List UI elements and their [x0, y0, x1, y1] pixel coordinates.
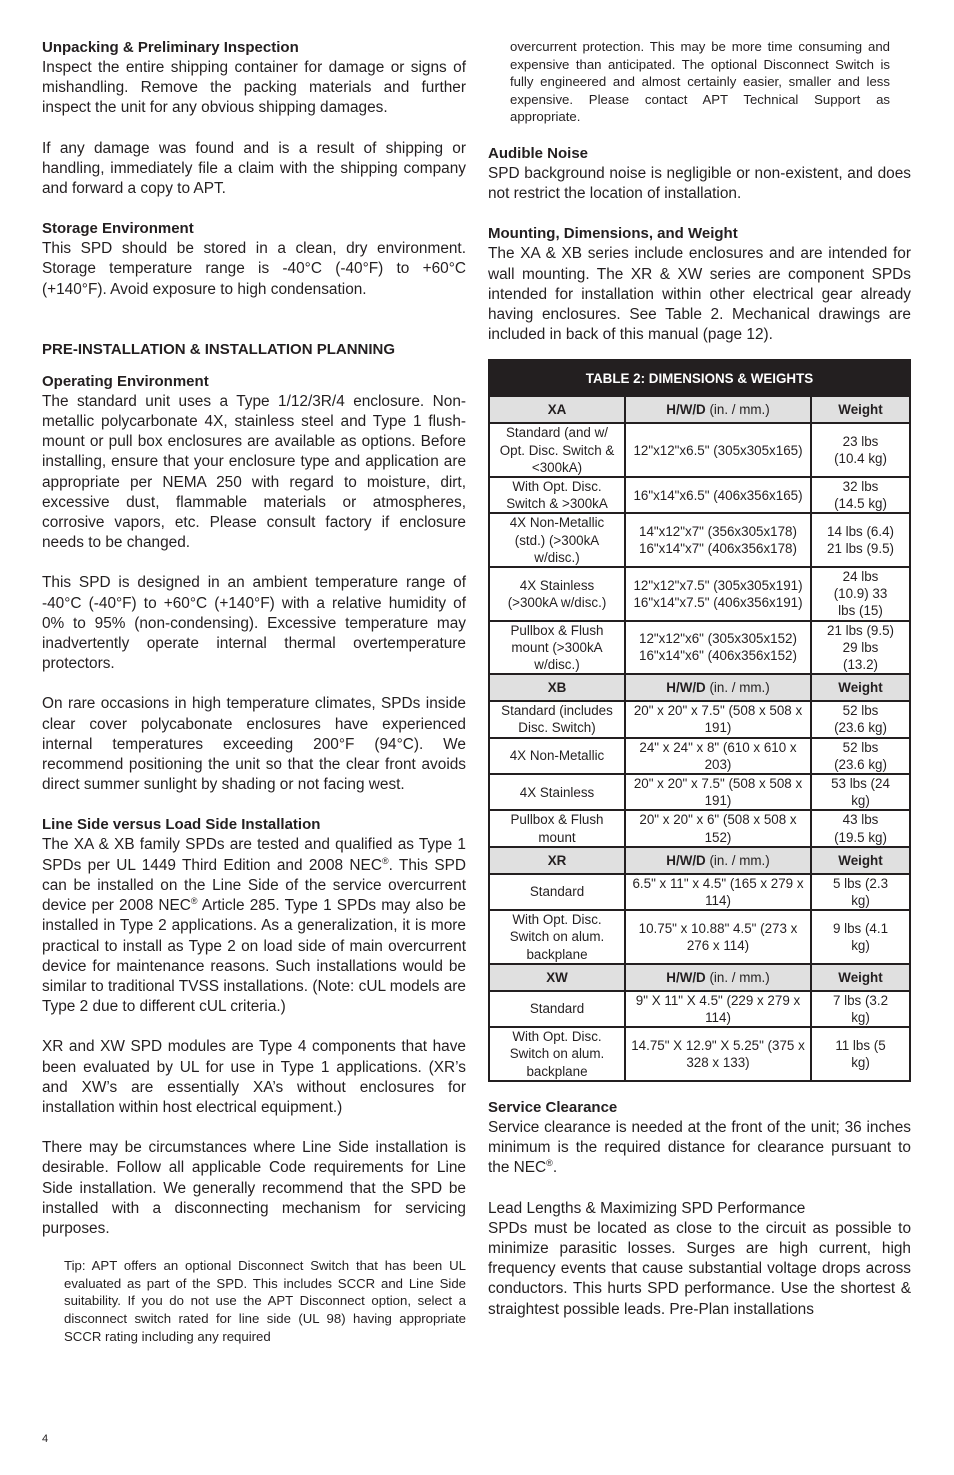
weight-cell: 23 lbs (10.4 kg) — [811, 423, 910, 477]
dimension-cell: 16"x14"x6.5" (406x356x165) — [625, 477, 811, 513]
clearance-heading: Service Clearance — [488, 1098, 618, 1116]
registered-mark: ® — [381, 855, 389, 866]
lead-heading: Lead Lengths & Maximizing SPD Performance — [488, 1199, 806, 1217]
unpacking-heading: Unpacking & Preliminary Inspection — [42, 39, 299, 56]
dimension-cell: 12"x12"x6.5" (305x305x165) — [625, 423, 811, 477]
section-title: PRE-INSTALLATION & INSTALLATION PLANNING — [42, 340, 396, 358]
weight-cell: 14 lbs (6.4) 21 lbs (9.5) — [811, 513, 910, 567]
table-row — [489, 774, 910, 810]
storage-heading: Storage Environment — [42, 220, 194, 238]
group-name: XB — [489, 674, 625, 701]
mounting-paragraph: The XA & XB series include enclosures and are intended for wall mounting. The XR & XW series are component SPDs intended for installation within other electrical gear already having enclosures. See Table 2. Mechanical drawings are included in back of this manual (page 12). — [488, 245, 911, 344]
enclosure-type-cell: 4X Stainless (>300kA w/disc.) — [489, 567, 625, 621]
dimension-cell: 20" x 20" x 7.5" (508 x 508 x 191) — [625, 774, 811, 810]
table-row — [489, 423, 910, 477]
weight-cell: 11 lbs (5 kg) — [811, 1027, 910, 1081]
dimension-column-header: H/W/D (in. / mm.) — [625, 674, 811, 701]
clearance-paragraph: Service clearance is needed at the front of the unit; 36 inches minimum is the required distance for clearance pursuant to the NEC®. — [488, 1118, 911, 1177]
enclosure-type-cell: With Opt. Disc. Switch on alum. backplane — [489, 1027, 625, 1081]
dimension-cell: 14"x12"x7" (356x305x178) 16"x14"x7" (406x356x178) — [625, 513, 811, 567]
dimension-cell: 6.5" x 11" x 4.5" (165 x 279 x 114) — [625, 874, 811, 910]
table-title: TABLE 2: DIMENSIONS & WEIGHTS — [489, 360, 910, 396]
table-row — [489, 910, 910, 964]
enclosure-type-cell: 4X Non-Metallic (std.) (>300kA w/disc.) — [489, 513, 625, 567]
weight-column-header: Weight — [811, 847, 910, 874]
table-row — [489, 513, 910, 567]
table-row — [489, 991, 910, 1027]
table-title-row — [489, 360, 910, 396]
noise-heading: Audible Noise — [488, 144, 589, 162]
group-name: XA — [489, 396, 625, 423]
table-row — [489, 874, 910, 910]
table-row — [489, 567, 910, 621]
enclosure-type-cell: Standard — [489, 874, 625, 910]
dimension-column-header: H/W/D (in. / mm.) — [625, 396, 811, 423]
unpacking-paragraph-1: Inspect the entire shipping container for damage or signs of mishandling. Remove the packing materials and further inspect the unit for any obvious shipping damages. — [42, 59, 466, 117]
operating-paragraph-3: On rare occasions in high temperature climates, SPDs inside clear cover polycabonate enclosures have experienced internal temperatures exceeding 200°F (94°C). We recommend positioning the unit so that the clear front avoids direct summer sunlight by shading or not facing west. — [42, 695, 466, 794]
unpacking-paragraph-2: If any damage was found and is a result of shipping or handling, immediately file a claim with the shipping company and forward a copy to APT. — [42, 139, 466, 198]
table-row — [489, 621, 910, 675]
weight-cell: 53 lbs (24 kg) — [811, 774, 910, 810]
dimension-cell: 10.75" x 10.88" 4.5" (273 x 276 x 114) — [625, 910, 811, 964]
mounting-heading: Mounting, Dimensions, and Weight — [488, 225, 738, 243]
enclosure-type-cell: With Opt. Disc. Switch on alum. backplane — [489, 910, 625, 964]
page-number: 4 — [42, 1433, 49, 1445]
table-row — [489, 477, 910, 513]
table-group-header — [489, 396, 910, 423]
storage-paragraph: This SPD should be stored in a clean, dry environment. Storage temperature range is -40°C (-40°F) to +60°C (+140°F). Avoid exposure to high condensation. — [42, 240, 466, 298]
weight-cell: 9 lbs (4.1 kg) — [811, 910, 910, 964]
dimension-cell: 20" x 20" x 7.5" (508 x 508 x 191) — [625, 701, 811, 737]
table-row — [489, 738, 910, 774]
lineside-paragraph-2: XR and XW SPD modules are Type 4 components that have been evaluated by UL for use in Type 1 applications. (XR’s and XW’s are essentially XA’s without enclosures for installation within host electrical equipment.) — [42, 1038, 466, 1116]
dimension-cell: 20" x 20" x 6" (508 x 508 x 152) — [625, 810, 811, 846]
weight-column-header: Weight — [811, 396, 910, 423]
table-row — [489, 1027, 910, 1081]
dimensions-table — [488, 359, 911, 1082]
left-column — [42, 38, 466, 1345]
table-row — [489, 810, 910, 846]
operating-paragraph-1: The standard unit uses a Type 1/12/3R/4 enclosure. Non-metallic polycarbonate 4X, stainless steel and Type 1 flush-mount or pull box enclosures are available as options. Before installing, ensure that your enclosure type and application are appropriate per NEMA 250 with regard to moisture, dirt, excessive dust, flammable materials or atmospheres, corrosive vapors, etc. Please consult factory if enclosure needs to be changed. — [42, 392, 466, 552]
dimension-cell: 12"x12"x7.5" (305x305x191) 16"x14"x7.5" (406x356x191) — [625, 567, 811, 621]
lead-paragraph: SPDs must be located as close to the circuit as possible to minimize parasitic losses. Surges are high current, high frequency events that cause substantial voltage drops across conductors. This hurts SPD performance. Use the shortest & straightest possible leads. Pre-Plan installations — [488, 1219, 911, 1318]
weight-column-header: Weight — [811, 964, 910, 991]
dimension-cell: 24" x 24" x 8" (610 x 610 x 203) — [625, 738, 811, 774]
lineside-paragraph-1: The XA & XB family SPDs are tested and qualified as Type 1 SPDs per UL 1449 Third Edition and 2008 NEC®. This SPD can be installed on the Line Side of the service overcurrent device per 2008 NEC® Article 285. Type 1 SPDs may also be installed in Type 2 applications. As a generalization, it is more practical to install as Type 2 on load side of main overcurrent device for maintenance reasons. Such installations would be similar to traditional TVSS installations. (Note: cUL models are Type 2 due to different cUL criteria.) — [42, 836, 466, 1016]
weight-cell: 24 lbs (10.9) 33 lbs (15) — [811, 567, 910, 621]
enclosure-type-cell: 4X Stainless — [489, 774, 625, 810]
enclosure-type-cell: Standard (and w/ Opt. Disc. Switch & <300kA) — [489, 423, 625, 477]
table-group-header — [489, 964, 910, 991]
table-group-header — [489, 847, 910, 874]
registered-mark: ® — [190, 895, 198, 906]
enclosure-type-cell: Pullbox & Flush mount — [489, 810, 625, 846]
right-column — [488, 38, 911, 1320]
lineside-heading: Line Side versus Load Side Installation — [42, 816, 321, 834]
enclosure-type-cell: 4X Non-Metallic — [489, 738, 625, 774]
dimension-cell: 14.75" X 12.9" X 5.25" (375 x 328 x 133) — [625, 1027, 811, 1081]
lineside-paragraph-3: There may be circumstances where Line Side installation is desirable. Follow all applicable Code requirements for Line Side installation. We generally recommend that the SPD be installed with a disconnecting mechanism for servicing purposes. — [42, 1139, 466, 1237]
weight-cell: 43 lbs (19.5 kg) — [811, 810, 910, 846]
weight-cell: 5 lbs (2.3 kg) — [811, 874, 910, 910]
group-name: XR — [489, 847, 625, 874]
group-name: XW — [489, 964, 625, 991]
enclosure-type-cell: Pullbox & Flush mount (>300kA w/disc.) — [489, 621, 625, 675]
registered-mark: ® — [546, 1158, 553, 1169]
enclosure-type-cell: Standard (includes Disc. Switch) — [489, 701, 625, 737]
dimension-column-header: H/W/D (in. / mm.) — [625, 964, 811, 991]
operating-paragraph-2: This SPD is designed in an ambient temperature range of -40°C (-40°F) to +60°C (+140°F) with a relative humidity of 0% to 95% (non-condensing). Excessive temperature may inadvertently operate internal thermal overtemperature protectors. — [42, 574, 466, 673]
dimension-cell: 9" X 11" X 4.5" (229 x 279 x 114) — [625, 991, 811, 1027]
dimension-cell: 12"x12"x6" (305x305x152) 16"x14"x6" (406x356x152) — [625, 621, 811, 675]
weight-cell: 52 lbs (23.6 kg) — [811, 701, 910, 737]
table-group-header — [489, 674, 910, 701]
enclosure-type-cell: With Opt. Disc. Switch & >300kA — [489, 477, 625, 513]
weight-cell: 7 lbs (3.2 kg) — [811, 991, 910, 1027]
weight-cell: 32 lbs (14.5 kg) — [811, 477, 910, 513]
dimension-column-header: H/W/D (in. / mm.) — [625, 847, 811, 874]
weight-column-header: Weight — [811, 674, 910, 701]
weight-cell: 52 lbs (23.6 kg) — [811, 738, 910, 774]
noise-paragraph: SPD background noise is negligible or non-existent, and does not restrict the location of installation. — [488, 164, 911, 203]
weight-cell: 21 lbs (9.5) 29 lbs (13.2) — [811, 621, 910, 675]
operating-heading: Operating Environment — [42, 372, 209, 390]
tip-note-continued: overcurrent protection. This may be more time consuming and expensive than anticipated. The optional Disconnect Switch is fully engineered and almost certainly easier, smaller and less expensive. Please contact APT Technical Support as appropriate. — [510, 39, 890, 125]
tip-note: Tip: APT offers an optional Disconnect Switch that has been UL evaluated as part of the SPD. This includes SCCR and Line Side suitability. If you do not use the APT Disconnect option, select a disconnect switch rated for line side (UL 98) having appropriate SCCR rating including any required — [64, 1258, 466, 1344]
table-row — [489, 701, 910, 737]
enclosure-type-cell: Standard — [489, 991, 625, 1027]
